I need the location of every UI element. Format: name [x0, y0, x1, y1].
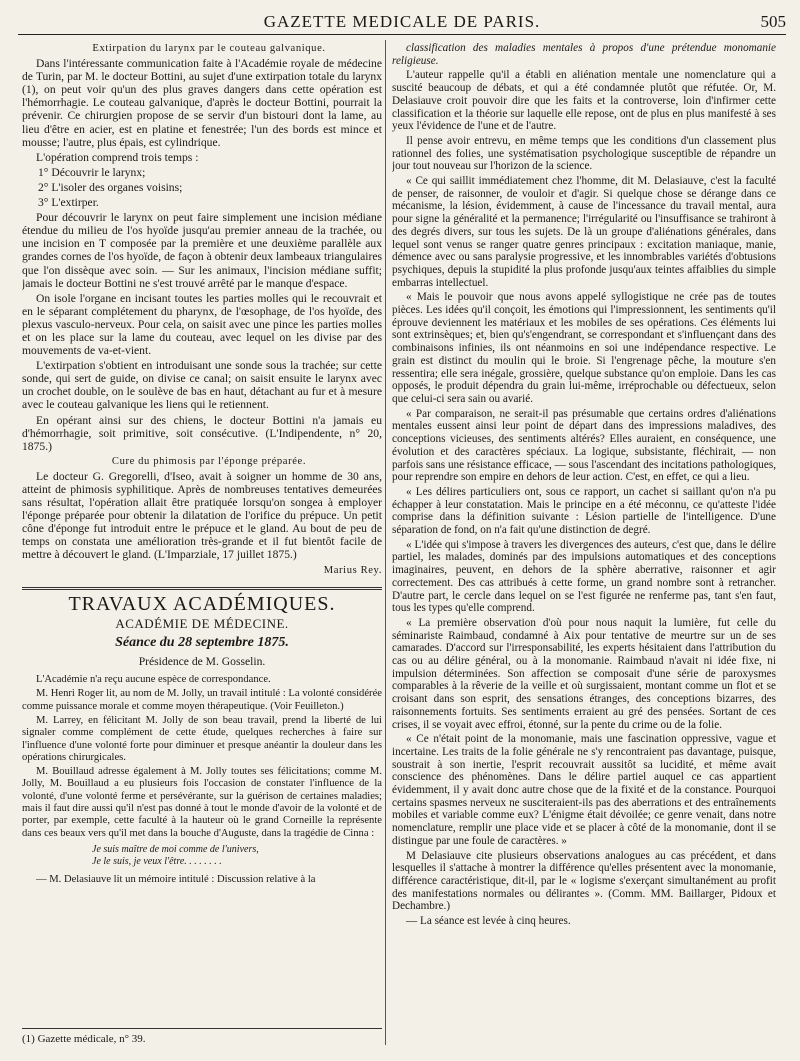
paragraph: « La première observation d'où pour nous naquit la lumière, fut celle du séminariste Raimbaud, condamné à Aix pour tentative de meurtre sur un de ses camarades. D'accord sur l'irresponsabilité, les experts hésitaient dans l'attribution du cas ou au délire général, ou à la monomanie. Raimbaud n'avait ni idée fixe, ni impulsion déterminées. Son affection se composait d'une série de paroxysmes comparables à la rêverie de la veille et où surgissaient, montant comme un flot et se croisant dans son esprit, des sensations étranges, des conceptions bizarres, des raisonnements fortuits. Ses sentiments erraient au gré des pensées. Sortant de ces crises, il se voyait avec effroi, étonné, sur la pente du crime ou de la folie. — [392, 616, 776, 731]
paragraph: Dans l'intéressante communication faite à l'Académie royale de médecine de Turin, par M. le docteur Bottini, au sujet d'une extirpation totale du larynx (1), on peut voir qu'un des plus graves dangers dans cette opération est l'hémorrhagie. Le couteau galvanique, d'après le docteur Bottini, pourrait la prévenir. Ce chirurgien propose de se servir d'un bistouri dont la lame, au lieu d'être en acier, est en platine et fenestrée; l'un des bords est mince et mousse; l'autre, plus épais, est cylindrique. — [22, 57, 382, 149]
paragraph: M. Larrey, en félicitant M. Jolly de son beau travail, prend la liberté de lui signaler comme complément de cette étude, quelques recherches à faire sur l'influence d'une volonté forte pour diminuer et presque anéantir la douleur dans les opérations chirurgicales. — [22, 714, 382, 763]
footnote: (1) Gazette médicale, n° 39. — [22, 1028, 382, 1045]
paragraph: — M. Delasiauve lit un mémoire intitulé : Discussion relative à la — [36, 873, 316, 885]
paragraph: Pour découvrir le larynx on peut faire simplement une incision médiane étendue du milieu de l'os hyoïde jusqu'au premier anneau de la trachée, ou une incision en T composée par la première et une deuxième parallèle aux grandes cornes de l'os hyoïde, de façon à obtenir deux lambeaux triangulaires que l'on dissèque avec soin. — Sur les animaux, l'incision médiane suffit; jamais le docteur Bottini ne s'est trouvé arrêté par le manque d'espace. — [22, 211, 382, 290]
paragraph: « Les délires particuliers ont, sous ce rapport, un cachet si saillant qu'on n'a pu échapper à leur constatation. Mais le principe en a été méconnu, ce qu'atteste l'idée comprise dans la définition suivante : Lésion partielle de l'intelligence. D'une séparation de fond, on n'a fait qu'une distinction de degré. — [392, 485, 776, 537]
list-item: 1° Découvrir le larynx; — [38, 165, 146, 179]
paragraph: Il pense avoir entrevu, en même temps que les conditions d'un classement plus rationnel des folies, une systématisation psychologique susceptible de répandre un jour tout nouveau sur l'horizon de la science. — [392, 134, 776, 173]
memoire-title: classification des maladies mentales à propos d'une prétendue monomanie religieuse. — [392, 42, 776, 67]
left-column — [22, 42, 382, 1047]
section-separator — [22, 587, 382, 590]
paragraph: Le docteur G. Gregorelli, d'Iseo, avait à soigner un homme de 30 ans, atteint de phimosis syphilitique. Après de nombreuses tentatives demeurées sans résultat, l'opération allait être pratiquée lorsqu'on songea à employer l'éponge préparée pour obtenir la dilatation de l'orifice du prépuce. Un petit cône d'éponge fut introduit entre le prépuce et le gland. Au bout de peu de temps on constata une amélioration très-grande et il fut bientôt facile de mettre à découvert le gland. (L'Imparziale, 17 juillet 1875.) — [22, 469, 382, 562]
verse-line: Je suis maître de moi comme de l'univers, — [92, 843, 259, 855]
academie-title: ACADÉMIE DE MÉDECINE. — [115, 615, 289, 631]
paragraph: En opérant ainsi sur des chiens, le docteur Bottini n'a jamais eu d'hémorrhagie, soit primitive, soit consécutive. (L'Indipendente, n° 20, 1875.) — [22, 413, 382, 453]
verse-line: Je le suis, je veux l'être. . . . . . . . — [92, 855, 222, 867]
column-divider — [385, 40, 386, 1045]
paragraph: — La séance est levée à cinq heures. — [406, 915, 571, 928]
paragraph: L'auteur rappelle qu'il a établi en aliénation mentale une nomenclature qui a suscité beaucoup de débats, et qui a été condamnée plutôt que réfutée. Or, M. Delasiauve croit pouvoir dire que les faits et la controverse, loin d'infirmer cette classification et la théorie sur laquelle elle repose, ont de plus en plus manifesté à ses yeux l'évidence de l'une et de l'autre. — [392, 69, 776, 133]
paragraph: On isole l'organe en incisant toutes les parties molles qui le recouvrait et en le séparant complétement du pharynx, de l'œsophage, de l'os hyoïde, des plexus vasculo-nerveux. Pour cela, on saisit avec une pince les parties molles et on les place sur la lame du couteau, avec lequel on les divise par des mouvements de va-et-vient. — [22, 291, 382, 358]
section-title-larynx: Extirpation du larynx par le couteau galvanique. — [92, 43, 326, 54]
paragraph: « Ce qui saillit immédiatement chez l'homme, dit M. Delasiauve, c'est la faculté de penser, de raisonner, de vouloir et d'agir. Si quelque chose se dérange dans ce mécanisme, la lésion, évidemment, à cause de l'incessance du travail mental, aura pour signe la généralité et la permanence; l'irrégularité ou l'insuffisance se trahiront à des degrés divers, sur tous les sujets. De là un groupe d'aliénations générales, dans lequel sont venus se ranger quatre genres principaux : excitation maniaque, manie, démence avec ou sans paralysie progressive, et les innombrables variétés d'obtusions psychiques, depuis la stupidité la plus profonde jusqu'aux teintes affaiblies du simple embarras intellectuel. — [392, 175, 776, 289]
paragraph: L'opération comprend trois temps : — [36, 150, 199, 164]
presidence: Présidence de M. Gosselin. — [138, 654, 266, 668]
paragraph: « Par comparaison, ne serait-il pas présumable que certains ordres d'aliénations mentales eussent ainsi leur point de départ dans des impressions maladives, des conceptions vicieuses, des sentiments altérés? Elles auraient, en conséquence, une évolution et des caractères spéciaux. La logique, subsistante, fléchirait, — non parfois sans une résistance efficace, — sous l'ascendant des incitations pathologiques, pour reprendre son empire en dehors de leur action. C'est, en effet, ce qui a lieu. — [392, 407, 776, 484]
paragraph: L'extirpation s'obtient en introduisant une sonde sous la trachée; sur cette sonde, qui sert de guide, on divise ce canal; on saisit ensuite le larynx avec un crochet double, on le soulève de bas en haut, détachant au fur et à mesure avec le couteau galvanique les liens qui le retiennent. — [22, 359, 382, 412]
section-title-phimosis: Cure du phimosis par l'éponge préparée. — [111, 455, 307, 467]
paragraph: M. Henri Roger lit, au nom de M. Jolly, un travail intitulé : La volonté considérée comme puissance morale et comme moyen thérapeutique. (Voir Feuilleton.) — [22, 688, 382, 712]
list-item: 2° L'isoler des organes voisins; — [38, 180, 183, 194]
paragraph: « L'idée qui s'impose à travers les divergences des auteurs, c'est que, dans le délire partiel, les malades, dominés par des impulsions automatiques et des conceptions imaginaires, peuvent, en dehors de la sphère aberrative, raisonner et agir correctement. Des cas attribués à cette forme, un grand nombre sont à retrancher. D'autre part, le cercle dans lequel on se l'est figurée ne renferme pas, tant s'en faut, tous les types qu'elle comprend. — [392, 538, 776, 615]
page-header — [18, 8, 786, 35]
paragraph: M Delasiauve cite plusieurs observations analogues au cas précédent, et dans lesquelles il s'attache à montrer la différence qu'elles présentent avec la monomanie, différence caractéristique, dit-il, par le « logisme s'exerçant simultanément au profit des manifestations normales ou délirantes ». (Comm. MM. Baillarger, Pidoux et Dechambre.) — [392, 849, 776, 913]
list-item: 3° L'extirper. — [38, 196, 99, 210]
page-number: 505 — [760, 12, 786, 31]
journal-title: GAZETTE MEDICALE DE PARIS. — [263, 12, 541, 31]
paragraph: L'Académie n'a reçu aucune espèce de correspondance. — [36, 674, 271, 686]
paragraph: « Mais le pouvoir que nous avons appelé syllogistique ne crée pas de toutes pièces. Les idées qu'il conçoit, les émotions qui l'impressionnent, les sentiments qu'il éprouve deviennent les matériaux et les mobiles de ses opérations. Ces éléments lui sont extrinsèques; et, bien qu's'engendrant, se correspondant et s'influençant dans des combinaisons infinies, ils ont néanmoins en soi une indépendance respective. Le grain est distinct du moulin qui le broie. Si l'engrenage pêche, la mouture s'en ressentira; elle sera inégale, grossière, quelque substance qu'on emploie. Dans les cas opposés, le produit dépendra du grain lui-même, irréprochable ou défectueux, selon que celui-ci sera sain ou avarié. — [392, 291, 776, 405]
right-column — [392, 42, 776, 1047]
paragraph: « Ce n'était point de la monomanie, mais une fascination oppressive, vague et incertaine. Les traits de la folie générale ne s'y rencontraient pas davantage, puisque, soustrait à son inertie, l'esprit recouvrait aussitôt sa lucidité, et même avait conscience des phénomènes. Dans le délire partiel auquel ce cas appartient évidemment, il y avait donc autre chose que de la fixité et de la constance. Pourquoi certains spasmes nerveux ne susciteraient-ils pas des aberrations et des entraînements mobiles et variable comme eux? L'énigme était dévoilée; ce genre venait, dans notre nomenclature, remplir une place vide et se placer à côté de la monomanie, dont il se distingue par une foule de caractères. » — [392, 733, 776, 847]
paragraph: M. Bouillaud adresse également à M. Jolly toutes ses félicitations; comme M. Jolly, M. Bouillaud a eu plusieurs fois l'occasion de constater l'influence de la volonté, d'une volonté ferme et persévérante, sur la guérison de certaines maladies; mais il faut dire aussi qu'il n'est pas donné à tout le monde d'avoir de la volonté et de porter, par exemple, cette faculté à la hauteur où le grand Corneille la représente dans ces beaux vers qu'il met dans la bouche d'Auguste, dans la tragédie de Cinna : — [22, 766, 382, 839]
author-signature: Marius Rey. — [323, 564, 382, 576]
travaux-title: TRAVAUX ACADÉMIQUES. — [68, 592, 336, 615]
session-date: Séance du 28 septembre 1875. — [115, 634, 289, 650]
